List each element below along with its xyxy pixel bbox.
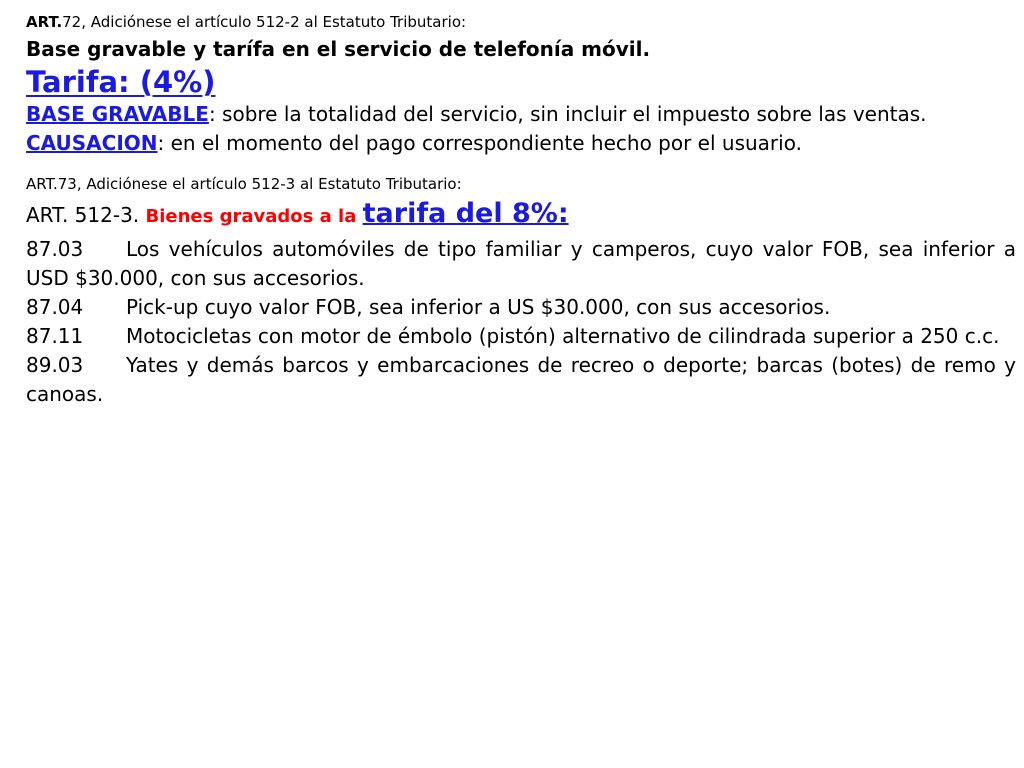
art512-3-blue-text: tarifa del 8%: xyxy=(362,198,569,229)
item-text: Motocicletas con motor de émbolo (pistón) alternativo de cilindrada superior a 250 c.c. xyxy=(126,324,1000,348)
art512-3-heading xyxy=(26,196,1016,235)
base-gravable-definition xyxy=(26,100,1016,129)
item-text: Los vehículos automóviles de tipo familiar y camperos, cuyo valor FOB, sea inferior a USD $30.000, con sus accesorios. xyxy=(26,237,1016,290)
list-item xyxy=(26,351,1016,409)
slide-content xyxy=(26,10,1016,409)
list-item xyxy=(26,235,1016,293)
art512-3-prefix: ART. 512-3. xyxy=(26,203,146,227)
art72-prefix: ART. xyxy=(26,13,63,31)
causacion-definition xyxy=(26,129,1016,158)
item-code: 87.04 xyxy=(26,295,84,319)
tarifa-heading: Tarifa: (4%) xyxy=(26,65,216,99)
item-code: 87.03 xyxy=(26,237,84,261)
art72-text: 72, Adiciónese el artículo 512-2 al Estatuto Tributario: xyxy=(62,13,467,31)
spacer xyxy=(26,158,1016,172)
section-title: Base gravable y tarífa en el servicio de telefonía móvil. xyxy=(26,37,651,61)
causacion-text: : en el momento del pago correspondiente hecho por el usuario. xyxy=(157,131,802,155)
item-text: Pick-up cuyo valor FOB, sea inferior a US $30.000, con sus accesorios. xyxy=(126,295,831,319)
list-item xyxy=(26,293,1016,322)
art73-reference: ART.73, Adiciónese el artículo 512-3 al Estatuto Tributario: xyxy=(26,175,462,193)
item-code: 87.11 xyxy=(26,324,84,348)
art512-3-red-text: Bienes gravados a la xyxy=(145,206,363,227)
item-code: 89.03 xyxy=(26,353,84,377)
list-item xyxy=(26,322,1016,351)
item-text: Yates y demás barcos y embarcaciones de recreo o deporte; barcas (botes) de remo y canoas. xyxy=(26,353,1016,406)
base-gravable-key: BASE GRAVABLE xyxy=(26,102,209,126)
art72-reference xyxy=(26,10,1016,34)
base-gravable-text: : sobre la totalidad del servicio, sin incluir el impuesto sobre las ventas. xyxy=(208,102,927,126)
causacion-key: CAUSACION xyxy=(26,131,158,155)
